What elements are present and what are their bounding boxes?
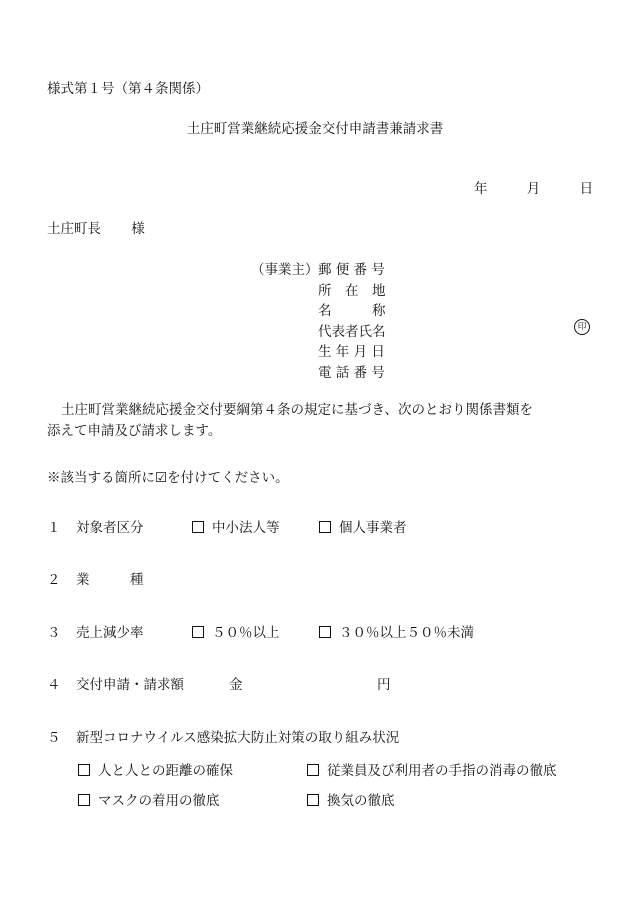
option-sme-corporation[interactable] bbox=[192, 519, 280, 537]
item-label: 業 種 bbox=[76, 572, 144, 588]
seal-mark: 印 bbox=[574, 319, 590, 335]
option-ventilation[interactable] bbox=[307, 792, 395, 810]
form-number: 様式第１号（第４条関係） bbox=[47, 81, 209, 97]
option-label: 従業員及び利用者の手指の消毒の徹底 bbox=[327, 763, 557, 779]
field-birth-date[interactable]: 生 年 月 日 bbox=[318, 344, 385, 360]
item-number: ４ bbox=[47, 677, 61, 693]
body-paragraph bbox=[47, 400, 602, 442]
checkbox[interactable] bbox=[307, 764, 319, 776]
item-number: ５ bbox=[47, 730, 61, 746]
checkbox[interactable] bbox=[319, 521, 331, 533]
option-label: 換気の徹底 bbox=[327, 793, 395, 809]
addressee-name: 土庄町長 bbox=[47, 221, 101, 237]
item-number: １ bbox=[47, 520, 61, 536]
item-number: ２ bbox=[47, 572, 61, 588]
option-label: 中小法人等 bbox=[212, 520, 280, 536]
option-sole-proprietor[interactable] bbox=[319, 519, 407, 537]
date-line bbox=[474, 180, 593, 198]
field-business-name[interactable]: 名 称 bbox=[318, 303, 386, 319]
option-hand-disinfection[interactable] bbox=[307, 762, 557, 780]
body-line-2: 添えて申請及び請求します。 bbox=[47, 423, 222, 439]
amount-unit: 円 bbox=[377, 677, 391, 693]
checkbox-notice: ※該当する箇所に☑を付けてください。 bbox=[47, 470, 289, 486]
item-label: 売上減少率 bbox=[76, 625, 144, 641]
item-label: 新型コロナウイルス感染拡大防止対策の取り組み状況 bbox=[76, 730, 400, 746]
option-label: マスクの着用の徹底 bbox=[98, 793, 220, 809]
checkbox[interactable] bbox=[192, 626, 204, 638]
date-month-label: 月 bbox=[526, 181, 541, 197]
field-representative-name[interactable]: 代表者氏名 bbox=[318, 323, 386, 340]
option-label: 個人事業者 bbox=[339, 520, 407, 536]
checkbox[interactable] bbox=[78, 764, 90, 776]
checkbox[interactable] bbox=[307, 794, 319, 806]
item-number: ３ bbox=[47, 625, 61, 641]
field-postal-code[interactable]: 郵 便 番 号 bbox=[318, 262, 385, 278]
date-day-label: 日 bbox=[579, 181, 594, 197]
field-address[interactable]: 所 在 地 bbox=[318, 282, 386, 299]
option-decline-30-to-50[interactable] bbox=[319, 624, 474, 642]
amount-prefix: 金 bbox=[229, 677, 243, 693]
applicant-fields bbox=[318, 261, 386, 384]
checkbox[interactable] bbox=[319, 626, 331, 638]
option-social-distancing[interactable] bbox=[78, 762, 233, 780]
document-title: 土庄町営業継続応援金交付申請書兼請求書 bbox=[186, 121, 444, 137]
option-label: 人と人との距離の確保 bbox=[98, 763, 233, 779]
checkbox[interactable] bbox=[78, 794, 90, 806]
addressee bbox=[47, 220, 145, 238]
item-label: 交付申請・請求額 bbox=[76, 677, 184, 693]
option-label: ３０％以上５０％未満 bbox=[339, 625, 474, 641]
addressee-honorific: 様 bbox=[131, 221, 145, 237]
field-phone-number[interactable]: 電 話 番 号 bbox=[318, 364, 385, 381]
checkbox[interactable] bbox=[192, 521, 204, 533]
option-label: ５０％以上 bbox=[212, 625, 280, 641]
option-mask-wearing[interactable] bbox=[78, 792, 220, 810]
date-year-label: 年 bbox=[474, 181, 488, 197]
body-line-1: 土庄町営業継続応援金交付要綱第４条の規定に基づき、次のとおり関係書類を bbox=[61, 402, 533, 418]
item-label: 対象者区分 bbox=[76, 520, 144, 536]
applicant-tag: （事業主） bbox=[251, 262, 319, 278]
option-decline-50-plus[interactable] bbox=[192, 624, 280, 642]
